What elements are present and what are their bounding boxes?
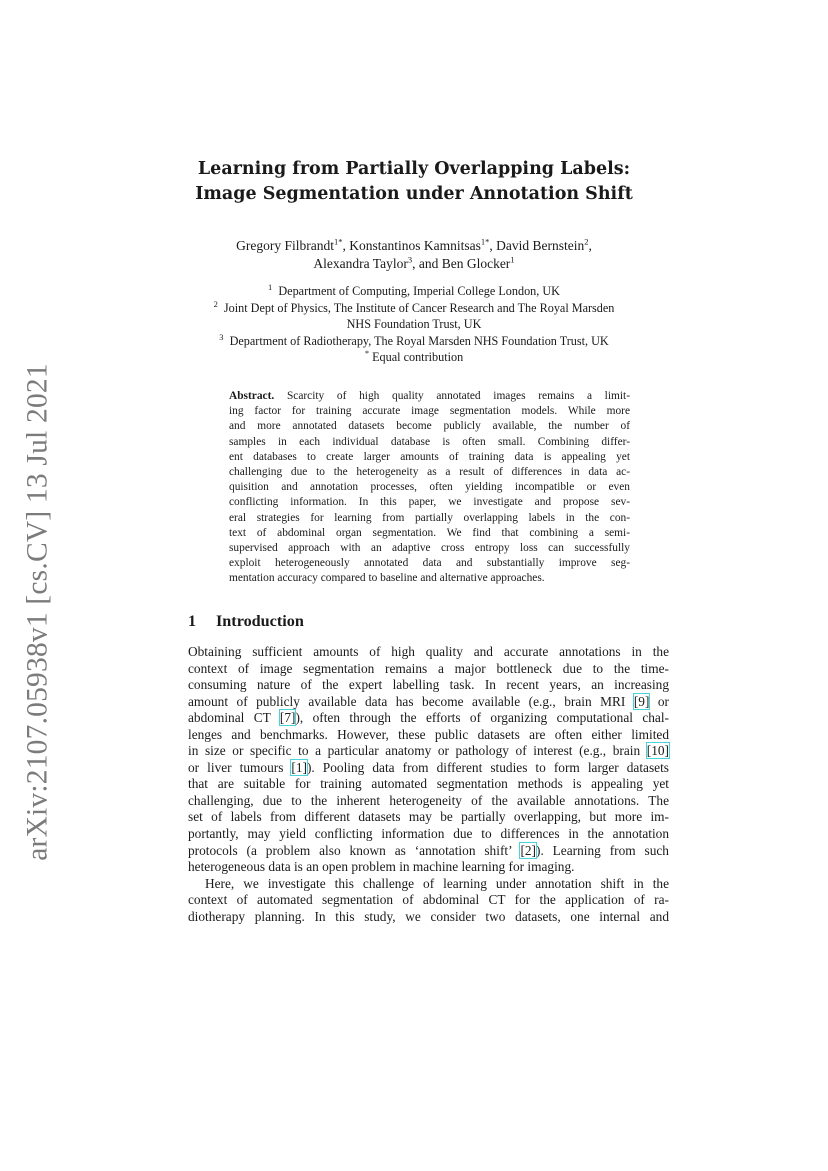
- affiliation: [0, 283, 828, 300]
- body-line: that are suitable for training automated segmentation methods is appealing yet: [188, 776, 669, 792]
- citation-link[interactable]: [9]: [633, 693, 650, 709]
- body-line: portantly, may yield conflicting information due to differences in the annotation: [188, 826, 669, 842]
- author-name: David Bernstein: [496, 238, 585, 253]
- author-name: Konstantinos Kamnitsas: [349, 238, 481, 253]
- body-line: consuming nature of the expert labelling task. In recent years, an increasing: [188, 677, 669, 693]
- abstract-label: Abstract.: [229, 390, 275, 402]
- author-mark: 1: [510, 254, 515, 265]
- affiliation-mark: 3: [219, 331, 224, 342]
- citation-link[interactable]: [10]: [646, 743, 669, 759]
- author-line-1: [0, 237, 828, 255]
- affiliation-text: Department of Computing, Imperial College London, UK: [278, 284, 560, 298]
- abstract-line: supervised approach with an adaptive cross entropy loss can successfully: [229, 541, 630, 554]
- affiliation-text: Equal contribution: [372, 350, 464, 364]
- citation-link[interactable]: [1]: [291, 759, 307, 775]
- author-mark: 2: [584, 236, 589, 247]
- abstract-line-text: Scarcity of high quality annotated images remains a limit-: [286, 390, 630, 402]
- body-line: context of image segmentation remains a major bottleneck due to the time-: [188, 660, 669, 676]
- affiliation: [0, 316, 828, 333]
- affiliation-mark: 2: [213, 298, 218, 309]
- author-name: Alexandra Taylor: [313, 256, 408, 271]
- abstract-line: ing factor for training accurate image segmentation models. While more: [229, 405, 630, 418]
- body-line: Obtaining sufficient amounts of high quality and accurate annotations in the: [188, 644, 669, 659]
- body-line: amount of publicly available data has become available (e.g., brain MRI [9] or: [188, 693, 670, 709]
- author-name: Gregory Filbrandt: [236, 238, 334, 253]
- citation-link[interactable]: [2]: [520, 842, 536, 858]
- author-line-2: [0, 255, 828, 273]
- affiliation-text: Department of Radiotherapy, The Royal Marsden NHS Foundation Trust, UK: [229, 333, 609, 348]
- paper-title-line-1: Learning from Partially Overlapping Labels:: [197, 159, 631, 179]
- abstract-line: ent databases to create larger amounts of training data is appealing yet: [229, 450, 630, 463]
- affiliation-list: [0, 283, 828, 366]
- body-line: context of automated segmentation of abdominal CT for the application of ra-: [188, 892, 669, 908]
- body-line: set of labels from different datasets may be partially overlapping, but more im-: [188, 809, 669, 825]
- body-line: protocols (a problem also known as ‘annotation shift’ [2]). Learning from such: [188, 842, 669, 858]
- arxiv-identifier-text: arXiv:2107.05938v1 [cs.CV] 13 Jul 2021: [21, 363, 54, 861]
- citation-link[interactable]: [7]: [279, 710, 296, 726]
- author-mark: 3: [407, 254, 413, 265]
- body-line: or liver tumours [1]). Pooling data from different studies to form larger datasets: [188, 759, 669, 775]
- abstract-line: and more annotated datasets become publicly available, the number of: [229, 420, 630, 433]
- affiliation-mark: 1: [268, 281, 273, 292]
- abstract-line: eral strategies for learning from partially overlapping labels in the con-: [229, 511, 630, 524]
- abstract-line: text of abdominal organ segmentation. We find that combining a semi-: [229, 526, 630, 539]
- body-line: lenges and benchmarks. However, these public datasets are often either limited: [188, 726, 669, 742]
- body-line: challenging, due to the inherent heterogeneity of the available annotations. The: [188, 792, 669, 808]
- affiliation-text: NHS Foundation Trust, UK: [346, 317, 482, 331]
- author-separator: , and: [412, 256, 442, 271]
- affiliation: [0, 349, 828, 366]
- section-number: 1: [188, 612, 197, 630]
- paper-title-line-2: Image Segmentation under Annotation Shift: [195, 184, 633, 204]
- author-mark: 1*: [480, 236, 490, 247]
- body-line: abdominal CT [7]), often through the efforts of organizing computational chal-: [188, 710, 669, 726]
- author-name: Ben Glocker: [441, 256, 511, 271]
- author-list: [0, 237, 828, 273]
- author-mark: 1*: [334, 236, 343, 247]
- affiliation: [0, 333, 828, 350]
- paper-title: [0, 157, 828, 207]
- abstract-line: [229, 389, 630, 404]
- body-line: in size or specific to a particular anatomy or pathology of interest (e.g., brain [10]: [188, 743, 669, 759]
- abstract-line: mentation accuracy compared to baseline and alternative approaches.: [229, 572, 545, 585]
- affiliation-text: Joint Dept of Physics, The Institute of Cancer Research and The Royal Marsden: [223, 300, 615, 315]
- author-separator: ,: [342, 238, 350, 253]
- abstract-line: conflicting information. In this paper, we investigate and propose sev-: [229, 496, 630, 509]
- affiliation: [0, 300, 828, 317]
- section-title: Introduction: [216, 612, 304, 630]
- body-line: heterogeneous data is an open problem in machine learning for imaging.: [188, 859, 575, 875]
- affiliation-mark: *: [364, 347, 370, 358]
- body-line: diotherapy planning. In this study, we consider two datasets, one internal and: [188, 908, 669, 924]
- abstract-line: quisition and annotation processes, often yielding incompatible or even: [229, 481, 630, 494]
- abstract: [229, 389, 630, 586]
- abstract-line: samples in each individual database is often small. Combining differ-: [229, 435, 630, 448]
- abstract-line: exploit heterogeneously annotated data and substantially improve seg-: [229, 557, 630, 570]
- body-line: Here, we investigate this challenge of learning under annotation shift in the: [205, 875, 669, 891]
- author-separator: ,: [489, 238, 497, 253]
- abstract-line: challenging due to the heterogeneity as a result of differences in data ac-: [229, 465, 630, 478]
- introduction-body: [188, 644, 669, 925]
- author-separator: ,: [588, 238, 592, 253]
- section-heading: [188, 612, 304, 631]
